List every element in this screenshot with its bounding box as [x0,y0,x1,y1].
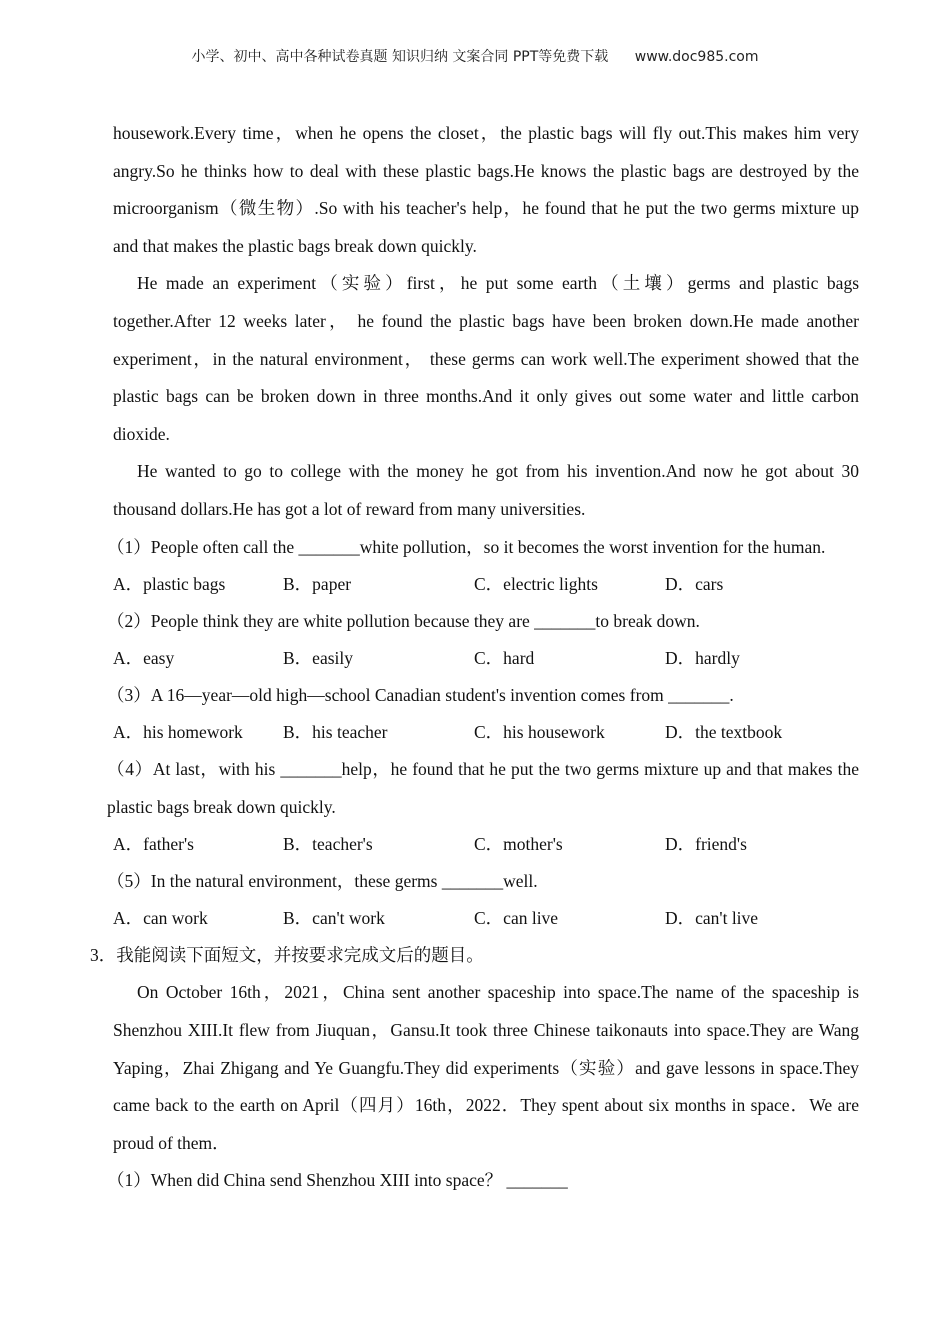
question-1-options [113,566,859,603]
question-4-stem: （4）At last，with his _______help，he found that he put the two germs mixture up and that makes the plastic bags break down quickly. [107,759,859,817]
option-d: D．can't live [665,908,759,929]
option-c: C．hard [474,648,535,669]
question-5-stem: （5）In the natural environment，these germs _______well. [107,871,538,892]
option-d: D．cars [665,574,724,595]
question-1-stem: （1）People often call the _______white pollution，so it becomes the worst invention for the human. [107,536,826,557]
header-url[interactable]: www.doc985.com [634,49,759,65]
question-3-options [113,714,859,751]
document-body [90,115,859,1199]
option-b: B．easily [283,648,353,669]
option-d: D．hardly [665,648,740,669]
option-a: A．his homework [113,722,243,743]
option-c: C．can live [474,908,559,929]
passage-paragraph-2: He made an experiment（实验）first，he put some earth（土壤）germs and plastic bags together.After 12 weeks later， he found the plastic bags have been broken down.He made another experiment，in the natural environment， these germs can work well.The experiment showed that the plastic bags can be broken down in three months.And it only gives out some water and little carbon dioxide. [113,273,859,444]
section-3-passage: On October 16th，2021，China sent another spaceship into space.The name of the spaceship is Shenzhou XIII.It flew from Jiuquan，Gansu.It took three Chinese taikonauts into space.They are Wang Yaping，Zhai Zhigang and Ye Guangfu.They did experiments（实验）and gave lessons in space.They came back to the earth on April（四月）16th，2022．They spent about six months in space．We are proud of them． [113,982,859,1153]
option-c: C．mother's [474,834,563,855]
question-2-options [113,640,859,677]
option-c: C．electric lights [474,574,598,595]
header-text: 小学、初中、高中各种试卷真题 知识归纳 文案合同 PPT等免费下载 [191,49,609,65]
option-c: C．his housework [474,722,605,743]
option-a: A．easy [113,648,175,669]
question-3-stem: （3）A 16—year—old high—school Canadian student's invention comes from _______. [107,685,734,706]
option-b: B．can't work [283,908,385,929]
question-2-stem: （2）People think they are white pollution because they are _______to break down. [107,611,700,632]
section-3-heading: 3．我能阅读下面短文，并按要求完成文后的题目。 [90,945,484,966]
question-4-options [113,826,859,863]
option-b: B．his teacher [283,722,388,743]
option-d: D．the textbook [665,722,783,743]
option-b: B．paper [283,574,352,595]
passage-paragraph-1: housework.Every time，when he opens the closet，the plastic bags will fly out.This makes him very angry.So he thinks how to deal with these plastic bags.He knows the plastic bags are destroyed by the microorganism（微生物）.So with his teacher's help，he found that he put the two germs mixture up and that makes the plastic bags break down quickly. [113,123,859,256]
option-a: A．can work [113,908,208,929]
option-a: A．plastic bags [113,574,226,595]
option-d: D．friend's [665,834,747,855]
page-header [0,46,950,66]
section-3-question-1: （1）When did China send Shenzhou XIII into space？ _______ [107,1170,568,1191]
option-a: A．father's [113,834,194,855]
question-5-options [113,900,859,937]
option-b: B．teacher's [283,834,373,855]
passage-paragraph-3: He wanted to go to college with the money he got from his invention.And now he got about 30 thousand dollars.He has got a lot of reward from many universities. [113,461,859,519]
